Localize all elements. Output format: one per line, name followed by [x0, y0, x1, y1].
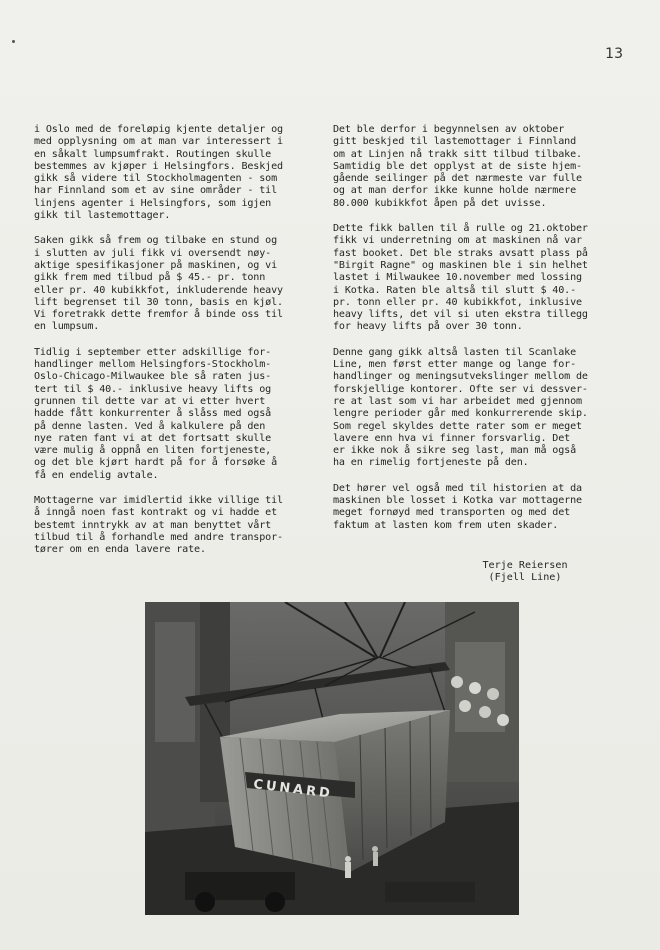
page-number: 13	[605, 46, 623, 62]
author-company: (Fjell Line)	[488, 572, 562, 583]
right-column	[333, 124, 615, 545]
paragraph: Denne gang gikk altså lasten til Scanlake Line, men først etter mange og lange for- handlinger og meningsutvekslinger mellom de forskjellige kontorer. Ofte ser vi dessver- re at last som vi har arbeidet med gjennom lengre perioder går med konkurrerende skip. Som regel skyldes dette rater som er meget lavere enn hva vi finner forsvarlig. Det er ikke nok å sikre seg last, man må også ha en rimelig fortjeneste på den.	[333, 346, 588, 469]
punch-hole-mark	[12, 40, 15, 43]
left-column	[34, 124, 316, 570]
author-name: Terje Reiersen	[482, 560, 568, 571]
paragraph: Det ble derfor i begynnelsen av oktober gitt beskjed til lastemottager i Finnland om at Linjen nå trakk sitt tilbud tilbake. Samtidig ble det opplyst at de siste hjem- gående seilinger på det nærmeste var fulle og at man derfor ikke kunne holde nærmere 80.000 kubikkfot åpen på det uvisse.	[333, 124, 582, 209]
container-lettering: CUNARD	[252, 777, 334, 802]
paragraph: i Oslo med de foreløpig kjente detaljer og med opplysning om at man var interessert i en såkalt lumpsumfrakt. Routingen skulle bestemmes av kjøper i Helsingfors. Beskjed gikk så videre til Stockholmagenten - som har Finnland som et av sine områder - til linjens agenter i Helsingfors, som igjen gikk til lastemottager.	[34, 124, 283, 222]
paragraph: Det hører vel også med til historien at da maskinen ble losset i Kotka var mottagerne meget fornøyd med transporten og med det faktum at lasten kom frem uten skader.	[333, 482, 582, 531]
cargo-loading-photo	[145, 602, 519, 915]
paragraph: Mottagerne var imidlertid ikke villige til å inngå noen fast kontrakt og vi hadde et bestemt inntrykk av at man benyttet vårt tilbud til å forhandle med andre transpor- tører om en enda lavere rate.	[34, 495, 283, 556]
paragraph: Saken gikk så frem og tilbake en stund og i slutten av juli fikk vi oversendt nøy- aktige spesifikasjoner på maskinen, og vi gikk frem med tilbud på $ 45.- pr. tonn eller pr. 40 kubikkfot, inkluderende heavy lift begrenset til 30 tonn, basis en kjøl. Vi foretrakk dette fremfor å binde oss til en lumpsum.	[34, 235, 283, 333]
paragraph: Tidlig i september etter adskillige for- handlinger mellom Helsingfors-Stockholm- Oslo-Chicago-Milwaukee ble så raten jus- tert til $ 40.- inklusive heavy lifts og grunnen til dette var at vi etter hvert hadde fått konkurrenter å slåss med også på denne lasten. Ved å kalkulere på den nye raten fant vi at det fortsatt skulle være mulig å oppnå en liten fortjeneste, og det ble kjørt hardt på for å forsøke å få en endelig avtale.	[34, 346, 278, 481]
paragraph: Dette fikk ballen til å rulle og 21.oktober fikk vi underretning om at maskinen nå var fast booket. Det ble straks avsatt plass på "Birgit Ragne" og maskinen ble i sin helhet lastet i Milwaukee 10.november med lossing i Kotka. Raten ble altså til slutt $ 40.- pr. tonn eller pr. 40 kubikkfot, inklusive heavy lifts, det vil si uten ekstra tillegg for heavy lifts på over 30 tonn.	[333, 223, 588, 333]
